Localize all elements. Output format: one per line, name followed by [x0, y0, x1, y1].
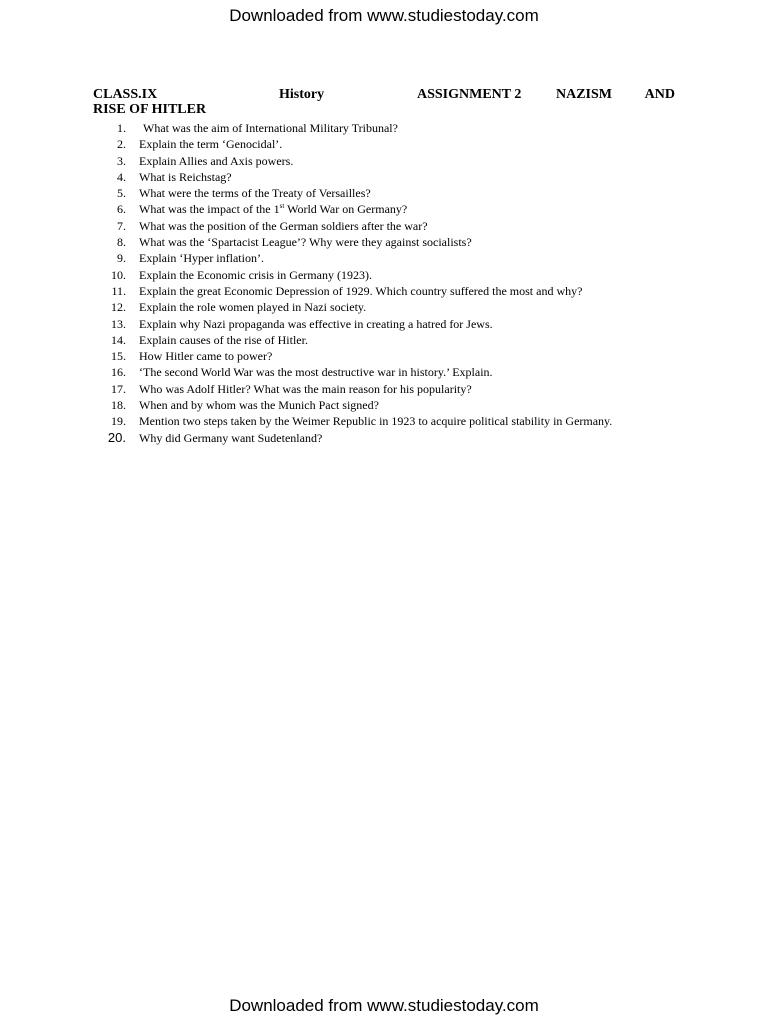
- topic-word-1: NAZISM: [556, 87, 613, 102]
- question-number: 13.: [111, 316, 126, 331]
- question-text: How Hitler came to power?: [139, 349, 273, 364]
- question-text: Mention two steps taken by the Weimer Republic in 1923 to acquire political stability in Germany.: [139, 414, 613, 429]
- question-number: 2.: [117, 137, 126, 152]
- assignment-label: ASSIGNMENT 2: [417, 87, 522, 102]
- question-text: What was the aim of International Military Tribunal?: [143, 121, 398, 135]
- question-text: Explain causes of the rise of Hitler.: [139, 332, 308, 347]
- watermark-top: Downloaded from www.studiestoday.com: [229, 6, 539, 25]
- question-text: Explain the Economic crisis in Germany (1923).: [139, 267, 372, 282]
- question-text: Explain the term ‘Genocidal’.: [139, 137, 283, 152]
- question-number: 7.: [117, 218, 126, 233]
- question-text: When and by whom was the Munich Pact signed?: [139, 398, 379, 413]
- question-text: Explain ‘Hyper inflation’.: [139, 251, 264, 266]
- question-number: 8.: [117, 235, 126, 250]
- question-text: What was the position of the German soldiers after the war?: [139, 218, 428, 233]
- assignment-header: [93, 87, 675, 103]
- question-number: 4.: [117, 169, 126, 184]
- question-number: 17.: [111, 381, 126, 396]
- question-number: 18.: [111, 398, 126, 413]
- question-number: 1.: [117, 121, 126, 135]
- question-number: 14.: [111, 332, 126, 347]
- question-number: 6.: [117, 202, 126, 217]
- topic-word-2: AND: [644, 87, 675, 102]
- question-number: 11.: [111, 283, 126, 298]
- subject-label: History: [279, 87, 325, 102]
- class-label: CLASS.IX: [93, 87, 158, 102]
- question-number: 10.: [111, 267, 126, 282]
- question-text: [139, 201, 407, 217]
- question-text: Explain the role women played in Nazi society.: [139, 300, 367, 315]
- question-number: 16.: [111, 365, 126, 380]
- question-number: 3.: [117, 153, 126, 168]
- question-text: Explain the great Economic Depression of 1929. Which country suffered the most and why?: [139, 283, 583, 298]
- topic-title-line-2: RISE OF HITLER: [93, 102, 207, 117]
- question-text: Explain Allies and Axis powers.: [139, 153, 294, 168]
- question-number: 15.: [111, 349, 126, 364]
- question-text: What were the terms of the Treaty of Versailles?: [139, 186, 371, 201]
- question-text: What was the ‘Spartacist League’? Why were they against socialists?: [139, 235, 472, 250]
- question-number: 9.: [117, 251, 126, 266]
- question-text-after: World War on Germany?: [284, 202, 408, 217]
- question-text: Who was Adolf Hitler? What was the main reason for his popularity?: [139, 381, 472, 396]
- question-number: 12.: [111, 300, 126, 315]
- question-number: 5.: [117, 186, 126, 201]
- question-number: 20.: [107, 429, 126, 445]
- question-text: What is Reichstag?: [139, 169, 232, 184]
- question-number: 19.: [111, 414, 126, 429]
- watermark-bottom: Downloaded from www.studiestoday.com: [229, 996, 539, 1015]
- question-text: Why did Germany want Sudetenland?: [139, 430, 323, 445]
- question-text: ‘The second World War was the most destructive war in history.’ Explain.: [139, 365, 493, 380]
- question-text: Explain why Nazi propaganda was effective in creating a hatred for Jews.: [139, 316, 493, 331]
- ordinal-suffix: st: [279, 202, 285, 211]
- question-text-before: What was the impact of the 1: [139, 202, 280, 217]
